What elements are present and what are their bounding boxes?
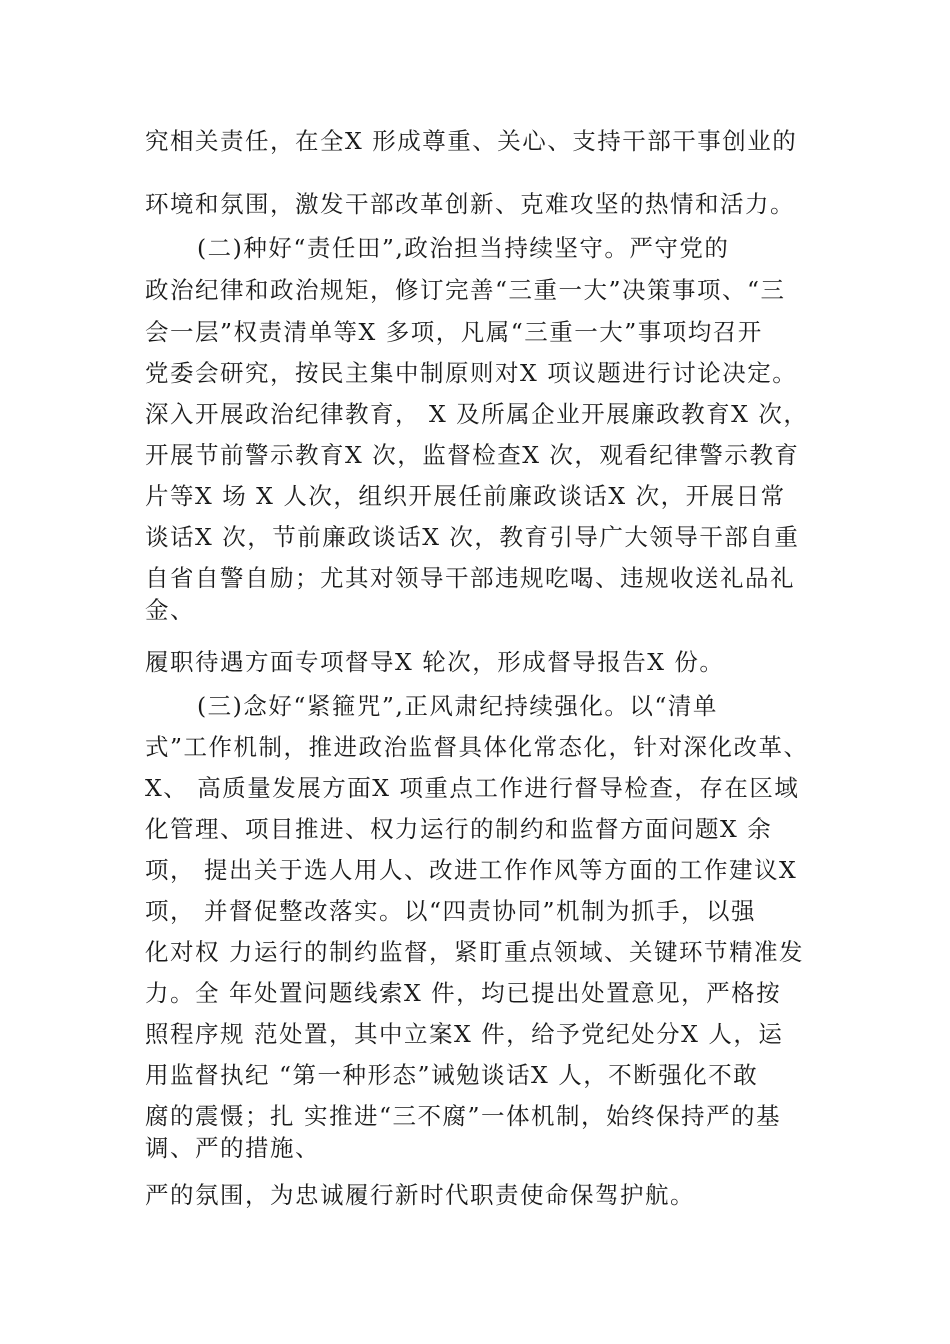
text-line: 项， 提出关于选人用人、改进工作作风等方面的工作建议X xyxy=(145,856,798,884)
text-line: 自省自警自励；尤其对领导干部违规吃喝、违规收送礼品礼 xyxy=(145,564,795,592)
text-line: 谈话X 次，节前廉政谈话X 次，教育引导广大领导干部自重 xyxy=(145,523,800,551)
text-line: 化对权 力运行的制约监督，紧盯重点领域、关键环节精准发 xyxy=(145,938,804,966)
text-line: 党委会研究，按民主集中制原则对X 项议题进行讨论决定。 xyxy=(145,359,798,387)
text-line: 会一层”权责清单等X 多项，凡属“三重一大”事项均召开 xyxy=(145,318,763,346)
text-line: X、 高质量发展方面X 项重点工作进行督导检查，存在区域 xyxy=(145,774,800,802)
text-line: 化管理、项目推进、权力运行的制约和监督方面问题X 余 xyxy=(145,815,773,843)
text-line: 深入开展政治纪律教育， X 及所属企业开展廉政教育X 次， xyxy=(145,400,809,428)
text-line: 用监督执纪 “第一种形态”诫勉谈话X 人，不断强化不敢 xyxy=(145,1061,759,1089)
text-line: 究相关责任，在全X 形成尊重、关心、支持干部干事创业的 xyxy=(145,127,798,155)
text-line: 金、 xyxy=(145,596,195,624)
text-line: 片等X 场 X 人次，组织开展任前廉政谈话X 次，开展日常 xyxy=(145,482,786,510)
text-line: 照程序规 范处置，其中立案X 件，给予党纪处分X 人，运 xyxy=(145,1020,784,1048)
text-line: 腐的震慑；扎 实推进“三不腐”一体机制，始终保持严的基 xyxy=(145,1102,781,1130)
section-heading-line: (三)念好“紧箍咒”,正风肃纪持续强化。以“清单 xyxy=(197,692,718,720)
text-line: 履职待遇方面专项督导X 轮次，形成督导报告X 份。 xyxy=(145,648,725,676)
text-line: 政治纪律和政治规矩，修订完善“三重一大”决策事项、“三 xyxy=(145,276,786,304)
text-line: 开展节前警示教育X 次，监督检查X 次，观看纪律警示教育 xyxy=(145,441,800,469)
text-line: 力。全 年处置问题线索X 件，均已提出处置意见，严格按 xyxy=(145,979,782,1007)
text-line: 式”工作机制，推进政治监督具体化常态化，针对深化改革、 xyxy=(145,733,809,761)
text-line: 环境和氛围，激发干部改革创新、克难攻坚的热情和活力。 xyxy=(145,190,795,218)
text-line: 项， 并督促整改落实。以“四责协同”机制为抓手，以强 xyxy=(145,897,756,925)
section-heading-line: (二)种好“责任田”,政治担当持续坚守。严守党的 xyxy=(197,234,730,262)
text-line: 调、严的措施、 xyxy=(145,1134,320,1162)
text-line: 严的氛围，为忠诚履行新时代职责使命保驾护航。 xyxy=(145,1181,695,1209)
